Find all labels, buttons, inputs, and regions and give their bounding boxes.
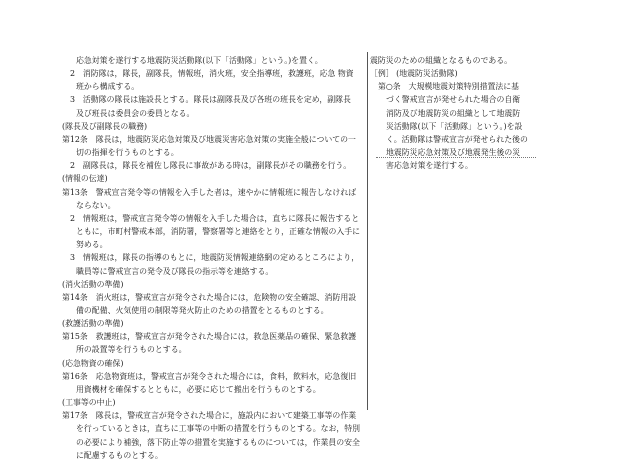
main-text-line: (消火活動の準備) xyxy=(62,279,124,289)
main-text-line: の必要により補強，落下防止等の措置を実施するものについては，作業員の安全 xyxy=(76,437,360,447)
annotation-line: 害応急対策を遂行する。 xyxy=(386,161,473,171)
annotation-line: づく警戒宣言が発せられた場合の自衛 xyxy=(386,95,521,105)
column-divider xyxy=(367,52,368,410)
main-text-line: 第12条 隊長は，地震防災応急対策及び地震災害応急対策の実施全般についての一 xyxy=(62,134,356,144)
main-text-line: 用資機材を確保するとともに，必要に応じて搬出を行うものとする。 xyxy=(76,384,321,394)
main-text-line: 第17条 隊長は，警戒宣言が発令された場合に，施設内において建築工事等の作業 xyxy=(62,411,357,421)
main-text-line: (情報の伝達) xyxy=(62,174,108,184)
main-text-line: を行っているときは，直ちに工事等の中断の措置を行うものとする。なお，特別 xyxy=(76,424,361,434)
main-text-line: 3 活動隊の隊長は施設長とする。隊長は副隊長及び各班の班長を定め，副隊長 xyxy=(70,95,351,105)
main-text-line: 第13条 警戒宣言発令等の情報を入手した者は，速やかに情報班に報告しなければ xyxy=(62,187,357,197)
main-text-column xyxy=(62,54,360,462)
main-text-line: 及び班長は委員会の委員となる。 xyxy=(76,108,195,118)
annotation-line: 消防及び地震防災の組織として地震防 xyxy=(386,108,521,118)
main-text-line: 班から構成する。 xyxy=(76,82,140,92)
main-text-line: に配慮するものとする。 xyxy=(76,450,163,460)
main-text-line: (応急物資の確保) xyxy=(62,358,124,368)
annotation-line: 震防災のための組織となるものである。 xyxy=(370,56,513,65)
annotation-line: 地震防災応急対策及び地震発生後の災 xyxy=(386,148,521,158)
main-text-line: ともに，市町村警戒本部，消防署，警察署等と連絡をとり，正確な情報の入手に xyxy=(76,227,361,237)
main-text-line: (隊長及び副隊長の職務) xyxy=(62,121,148,131)
annotation-line: ［例］ (地震防災活動隊) xyxy=(370,69,458,79)
main-text-line: (工事等の中止) xyxy=(62,398,116,408)
annotation-column xyxy=(370,54,548,172)
main-text-line: 備の配備、火気使用の制限等発火防止のための措置をとるものとする。 xyxy=(76,305,329,315)
main-text-line: 2 消防隊は，隊長，副隊長，情報班，消火班，安全指導班，救護班，応急 物資 xyxy=(70,69,354,79)
main-text-line: 努める。 xyxy=(76,240,108,250)
main-text-line: 切の指揮を行うものとする。 xyxy=(76,148,179,158)
main-text-line: 3 情報班は，隊長の指導のもとに，地震防災情報連絡網の定めるところにより， xyxy=(70,253,360,263)
main-text-line: 第14条 消火班は，警戒宣言が発令された場合には，危険物の安全確認、消防用設 xyxy=(62,292,357,302)
main-text-line: ならない。 xyxy=(76,200,116,210)
main-text-line: 第15条 救護班は，警戒宣言が発令された場合には，救急医薬品の確保、緊急救護 xyxy=(62,332,357,342)
annotation-line: 第○条 大規模地震対策特別措置法に基 xyxy=(378,82,520,92)
main-text-line: 2 副隊長は，隊長を補佐し隊長に事故がある時は，副隊長がその職務を行う。 xyxy=(70,161,352,171)
main-text-line: 職員等に警戒宣言の発令及び隊長の指示等を連絡する。 xyxy=(76,266,274,276)
dotted-separator xyxy=(376,157,536,158)
main-text-line: (救護活動の準備) xyxy=(62,319,124,329)
main-text-line: 2 情報班は，警戒宣言発令等の情報を入手した場合は，直ちに隊長に報告すると xyxy=(70,213,360,223)
annotation-line: く。活動隊は警戒宣言が発せられた後の xyxy=(386,134,528,144)
main-text-line: 応急対策を遂行する地震防災活動隊(以下「活動隊」という。)を置く。 xyxy=(76,56,323,65)
main-text-line: 第16条 応急物資班は，警戒宣言が発令された場合には，食料，飲料水，応急復旧 xyxy=(62,371,357,381)
annotation-line: 災活動隊(以下「活動隊」という。)を設 xyxy=(386,121,523,131)
main-text-line: 所の設置等を行うものとする。 xyxy=(76,345,187,355)
